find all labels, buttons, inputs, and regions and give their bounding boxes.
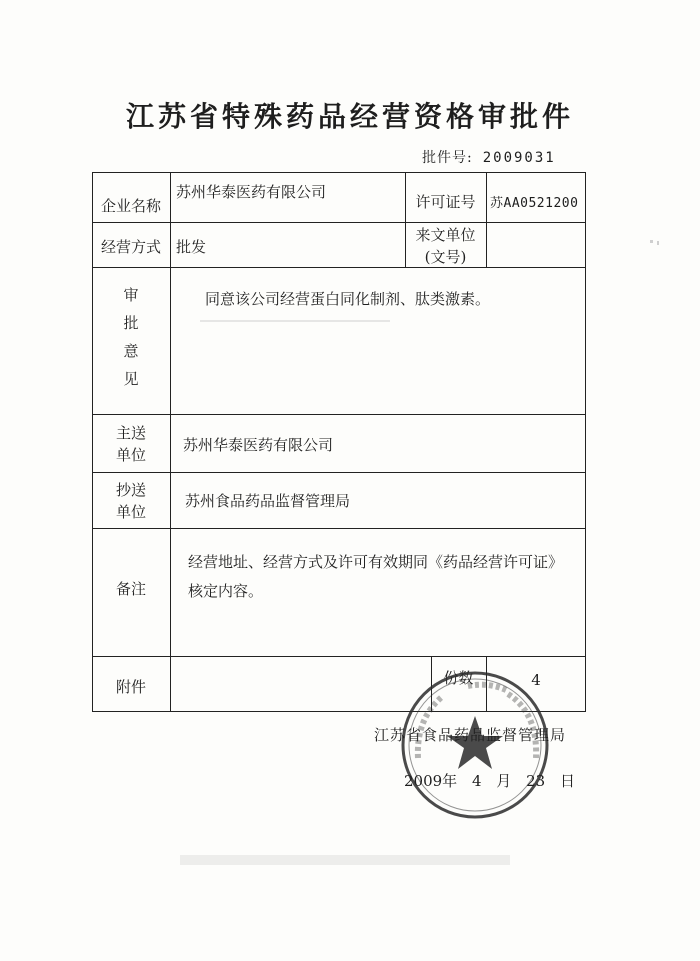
issue-date-month-unit: 月 [496, 772, 512, 790]
opinion-label-char: 意 [123, 342, 139, 360]
source-unit-label [405, 224, 486, 267]
enterprise-name-value: 苏州华泰医药有限公司 [176, 182, 327, 201]
issue-date-day: 23 [526, 772, 546, 790]
copies-label: 份数 [443, 668, 474, 687]
cc-label [92, 476, 170, 526]
approval-number-label: 批件号: [422, 150, 473, 166]
issue-date-month: 4 [471, 772, 482, 790]
issue-date-day-unit: 日 [559, 772, 575, 790]
business-mode-value: 批发 [176, 237, 207, 256]
opinion-text: 同意该公司经营蛋白同化制剂、肽类激素。 [205, 289, 491, 308]
opinion-label-char: 批 [123, 314, 139, 332]
recipient-value: 苏州华泰医药有限公司 [183, 435, 334, 454]
opinion-label [92, 282, 170, 392]
recipient-label-line2: 单位 [115, 446, 146, 464]
issue-date-year: 2009年 [404, 772, 458, 790]
remarks-text: 经营地址、经营方式及许可有效期同《药品经营许可证》核定内容。 [188, 553, 564, 600]
remarks-label: 备注 [115, 579, 146, 598]
issue-date [404, 770, 585, 791]
cc-label-line2: 单位 [115, 503, 146, 521]
approval-number-line [422, 147, 556, 167]
opinion-label-char: 见 [123, 370, 139, 388]
license-number-value: 苏AA0521200 [490, 195, 579, 211]
copies-value: 4 [531, 671, 541, 689]
cc-value: 苏州食品药品监督管理局 [185, 491, 351, 510]
opinion-label-char: 审 [123, 286, 139, 304]
official-seal-icon [398, 668, 552, 822]
recipient-label [92, 418, 170, 470]
source-unit-label-line2: (文号) [424, 247, 467, 266]
license-number-label: 许可证号 [415, 192, 476, 211]
issuing-authority: 江苏省食品药品监督管理局 [374, 726, 567, 744]
recipient-label-line1: 主送 [115, 424, 146, 442]
business-mode-label: 经营方式 [100, 237, 161, 256]
document-title: 江苏省特殊药品经营资格审批件 [125, 100, 574, 133]
attachment-label: 附件 [115, 677, 146, 696]
approval-number: 2009031 [482, 150, 556, 166]
cc-label-line1: 抄送 [115, 481, 146, 499]
enterprise-name-label: 企业名称 [100, 196, 161, 215]
source-unit-label-line1: 来文单位 [415, 225, 476, 244]
